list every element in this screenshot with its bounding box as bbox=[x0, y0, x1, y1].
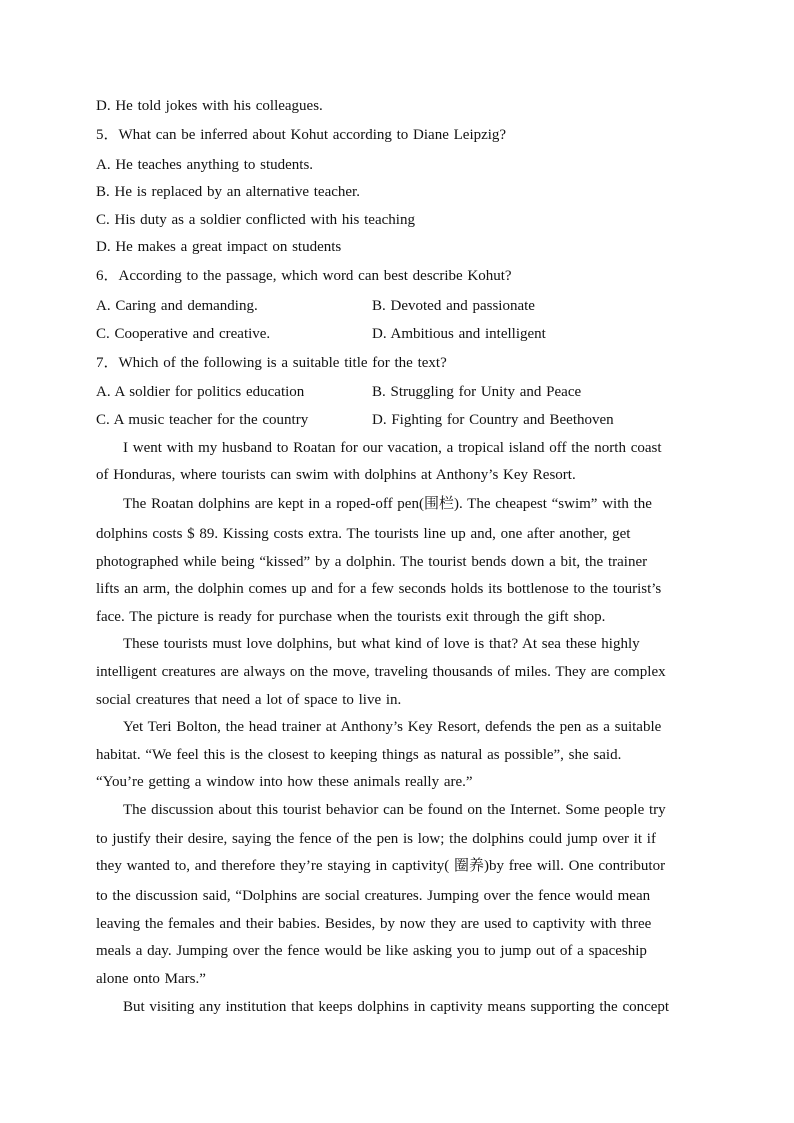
q5-option-b: B. He is replaced by an alternative teacher. bbox=[96, 184, 360, 200]
passage-line: I went with my husband to Roatan for our vacation, a tropical island off the north coast bbox=[123, 440, 662, 456]
passage-line: of Honduras, where tourists can swim with dolphins at Anthony’s Key Resort. bbox=[96, 467, 576, 483]
passage-line: The Roatan dolphins are kept in a roped-off pen(围栏). The cheapest “swim” with the bbox=[123, 496, 652, 512]
q6-option-c: C. Cooperative and creative. bbox=[96, 326, 271, 342]
q4-option-d: D. He told jokes with his colleagues. bbox=[96, 98, 323, 114]
passage-line: But visiting any institution that keeps dolphins in captivity means supporting the concept bbox=[123, 999, 670, 1015]
q7-option-a: A. A soldier for politics education bbox=[96, 384, 305, 400]
passage-line: intelligent creatures are always on the move, traveling thousands of miles. They are complex bbox=[96, 664, 666, 680]
passage-line: face. The picture is ready for purchase when the tourists exit through the gift shop. bbox=[96, 609, 606, 625]
q6-stem: 6．According to the passage, which word can best describe Kohut? bbox=[96, 268, 512, 284]
passage-line: lifts an arm, the dolphin comes up and for a few seconds holds its bottlenose to the tourist’s bbox=[96, 581, 662, 597]
passage-line: photographed while being “kissed” by a dolphin. The tourist bends down a bit, the trainer bbox=[96, 554, 648, 570]
passage-line: “You’re getting a window into how these animals really are.” bbox=[96, 774, 473, 790]
passage-line: habitat. “We feel this is the closest to keeping things as natural as possible”, she said. bbox=[96, 747, 622, 763]
passage-line: they wanted to, and therefore they’re staying in captivity( 圈养)by free will. One contributor bbox=[96, 858, 666, 874]
passage-line: to the discussion said, “Dolphins are social creatures. Jumping over the fence would mean bbox=[96, 888, 651, 904]
passage-line: These tourists must love dolphins, but what kind of love is that? At sea these highly bbox=[123, 636, 640, 652]
q7-stem: 7．Which of the following is a suitable title for the text? bbox=[96, 355, 447, 371]
passage-line: The discussion about this tourist behavior can be found on the Internet. Some people try bbox=[123, 802, 666, 818]
passage-line: to justify their desire, saying the fence of the pen is low; the dolphins could jump over it if bbox=[96, 831, 656, 847]
q5-option-d: D. He makes a great impact on students bbox=[96, 239, 342, 255]
q7-option-c: C. A music teacher for the country bbox=[96, 412, 309, 428]
passage-line: meals a day. Jumping over the fence would be like asking you to jump out of a spaceship bbox=[96, 943, 647, 959]
passage-line: alone onto Mars.” bbox=[96, 971, 206, 987]
q5-option-a: A. He teaches anything to students. bbox=[96, 157, 314, 173]
passage-line: Yet Teri Bolton, the head trainer at Anthony’s Key Resort, defends the pen as a suitable bbox=[123, 719, 662, 735]
q5-stem: 5．What can be inferred about Kohut according to Diane Leipzig? bbox=[96, 127, 507, 143]
q6-option-d: D. Ambitious and intelligent bbox=[372, 326, 546, 342]
q6-option-b: B. Devoted and passionate bbox=[372, 298, 535, 314]
passage-line: leaving the females and their babies. Besides, by now they are used to captivity with three bbox=[96, 916, 652, 932]
q7-option-d: D. Fighting for Country and Beethoven bbox=[372, 412, 614, 428]
q6-option-a: A. Caring and demanding. bbox=[96, 298, 258, 314]
passage-line: dolphins costs $ 89. Kissing costs extra. The tourists line up and, one after another, get bbox=[96, 526, 631, 542]
q7-option-b: B. Struggling for Unity and Peace bbox=[372, 384, 582, 400]
q5-option-c: C. His duty as a soldier conflicted with his teaching bbox=[96, 212, 415, 228]
passage-line: social creatures that need a lot of space to live in. bbox=[96, 692, 402, 708]
